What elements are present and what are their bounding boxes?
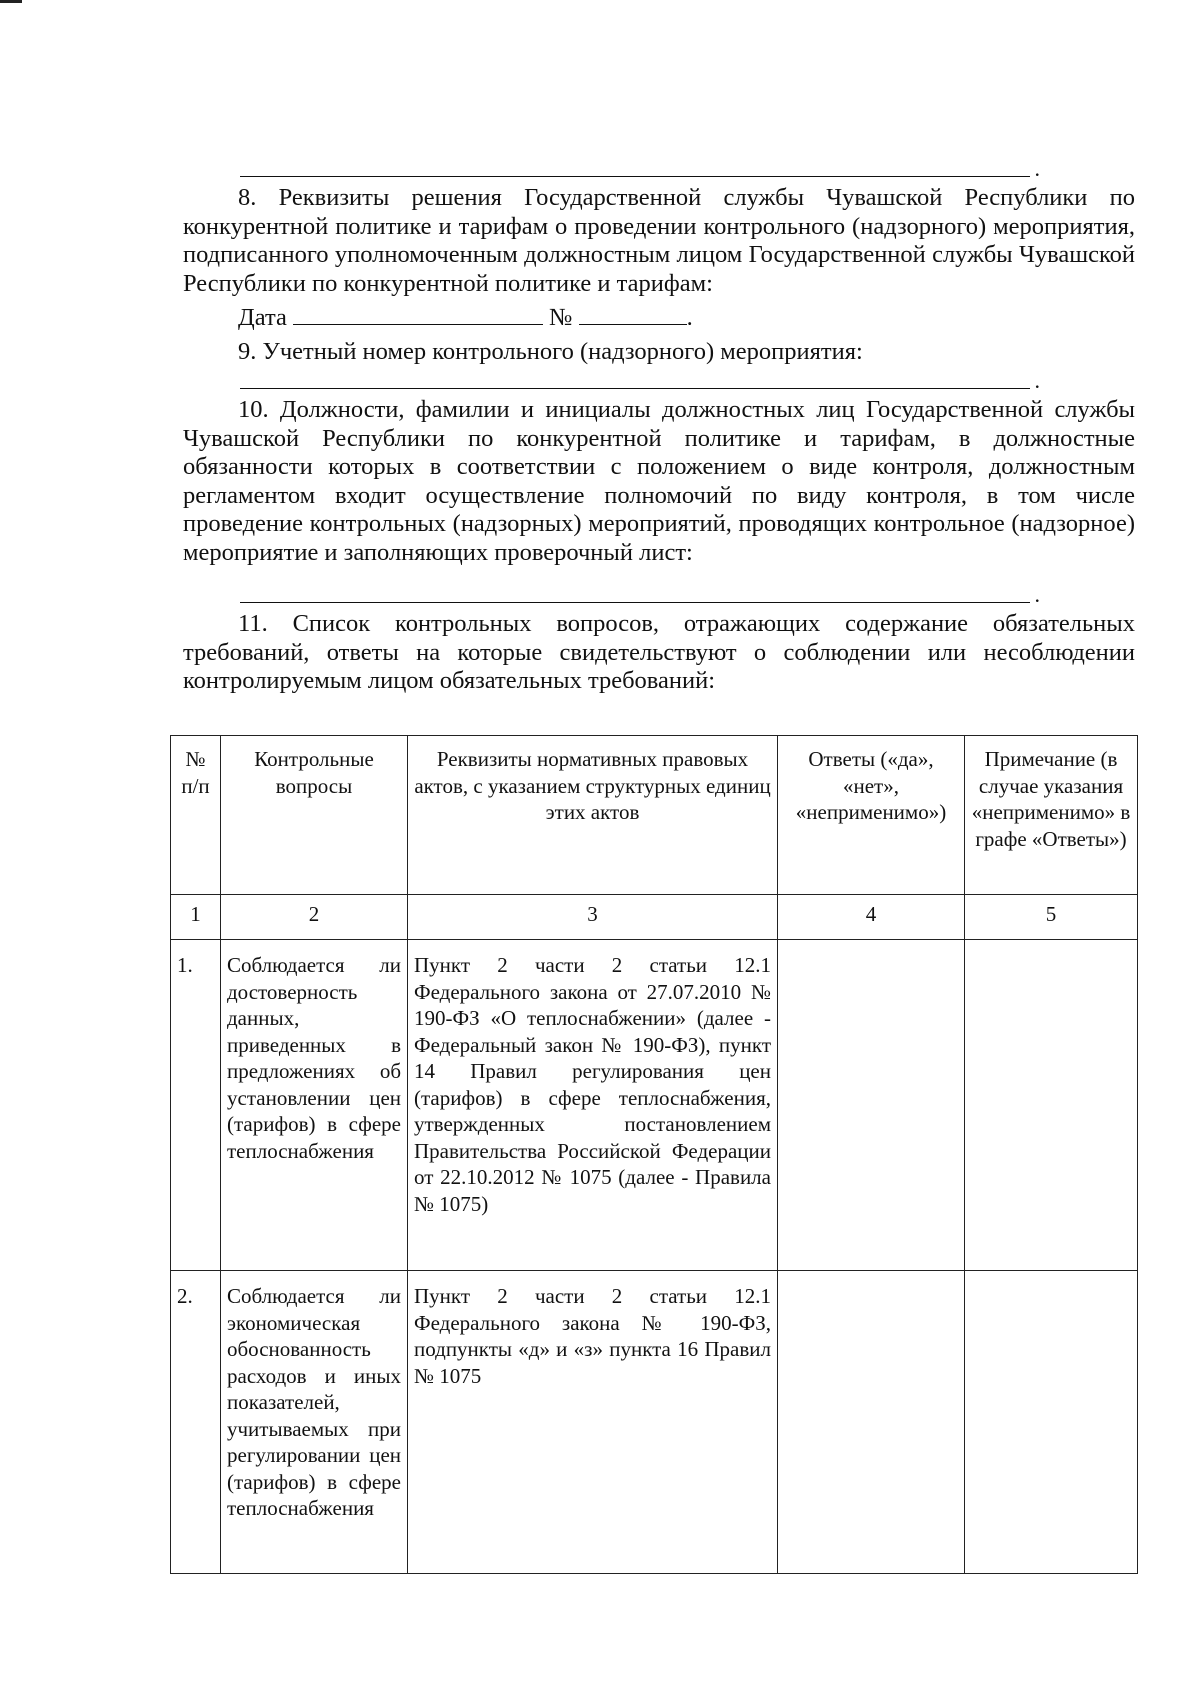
row-answer-cell[interactable] [778, 1271, 965, 1574]
row-note-cell[interactable] [965, 1271, 1138, 1574]
table-header-row [171, 736, 1138, 895]
column-number: 3 [408, 895, 778, 940]
table-row [171, 1271, 1138, 1574]
section-9-text: 9. Учетный номер контрольного (надзорного) мероприятия: [238, 338, 863, 365]
header-notes: Примечание (в случае указания «неприменимо» в графе «Ответы») [965, 736, 1138, 895]
header-answers: Ответы («да», «нет», «неприменимо») [778, 736, 965, 895]
row-question: Соблюдается ли достоверность данных, приведенных в предложениях об установлении цен (тарифов) в сфере теплоснабжения [221, 940, 408, 1271]
column-number: 4 [778, 895, 965, 940]
scan-corner-mark [0, 0, 22, 3]
section-10-text: 10. Должности, фамилии и инициалы должностных лиц Государственной службы Чувашской Республики по конкурентной политике и тарифам, в должностные обязанности которых в соответствии с положением о виде контроля, должностным регламентом входит осуществление полномочий по виду контроля, в том числе проведение контрольных (надзорных) мероприятий, проводящих контрольное (надзорное) мероприятие и заполняющих проверочный лист: [183, 396, 1135, 566]
blank-line-section9[interactable]: . [240, 372, 1030, 389]
checklist-table [170, 735, 1138, 1574]
row-reference: Пункт 2 части 2 статьи 12.1 Федерального закона № 190-ФЗ, подпункты «д» и «з» пункта 16 Правил № 1075 [408, 1271, 778, 1574]
number-label: № [549, 304, 573, 331]
date-field[interactable] [293, 304, 543, 325]
blank-line-section7[interactable]: . [240, 160, 1030, 177]
column-number-row [171, 895, 1138, 940]
column-number: 5 [965, 895, 1138, 940]
row-answer-cell[interactable] [778, 940, 965, 1271]
date-number-line: Дата № . [238, 304, 693, 331]
row-question: Соблюдается ли экономическая обоснованность расходов и иных показателей, учитываемых при регулировании цен (тарифов) в сфере теплоснабжения [221, 1271, 408, 1574]
header-questions: Контрольные вопросы [221, 736, 408, 895]
row-number: 1. [171, 940, 221, 1271]
row-number: 2. [171, 1271, 221, 1574]
date-label: Дата [238, 304, 287, 331]
header-legal-references: Реквизиты нормативных правовых актов, с указанием структурных единиц этих актов [408, 736, 778, 895]
row-note-cell[interactable] [965, 940, 1138, 1271]
number-field[interactable] [579, 304, 687, 325]
column-number: 2 [221, 895, 408, 940]
table-row [171, 940, 1138, 1271]
column-number: 1 [171, 895, 221, 940]
section-8-text: 8. Реквизиты решения Государственной службы Чувашской Республики по конкурентной политике и тарифам о проведении контрольного (надзорного) мероприятия, подписанного уполномоченным должностным лицом Государственной службы Чувашской Республики по конкурентной политике и тарифам: [183, 184, 1135, 297]
section-11-text: 11. Список контрольных вопросов, отражающих содержание обязательных требований, ответы на которые свидетельствуют о соблюдении или несоблюдении контролируемым лицом обязательных требований: [183, 610, 1135, 695]
blank-line-section10[interactable]: . [240, 586, 1030, 603]
row-reference: Пункт 2 части 2 статьи 12.1 Федерального закона от 27.07.2010 № 190-ФЗ «О теплоснабжении» (далее - Федеральный закон № 190-ФЗ), пункт 14 Правил регулирования цен (тарифов) в сфере теплоснабжения, утвержденных постановлением Правительства Российской Федерации от 22.10.2012 № 1075 (далее - Правила № 1075) [408, 940, 778, 1271]
header-number: № п/п [171, 736, 221, 895]
